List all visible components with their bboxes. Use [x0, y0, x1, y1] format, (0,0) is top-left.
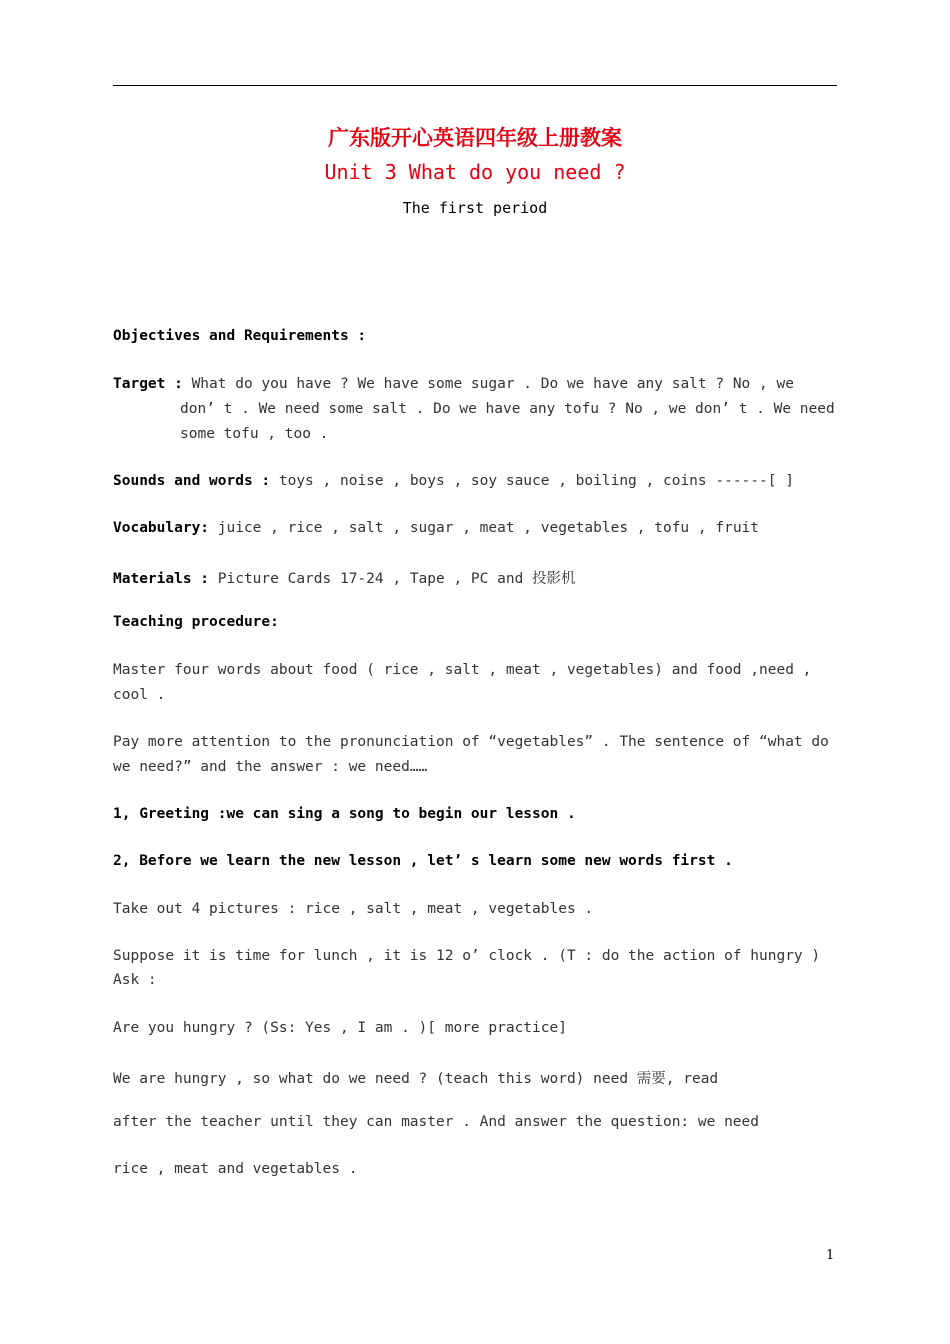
vocabulary-line	[113, 520, 759, 536]
target-line-3: some tofu , too .	[180, 426, 329, 442]
chinese-title: 广东版开心英语四年级上册教案	[328, 125, 622, 150]
page-number: 1	[826, 1248, 835, 1263]
procedure-heading: Teaching procedure:	[113, 614, 279, 630]
suppose-line-1: Suppose it is time for lunch , it is 12 o’ clock . (T : do the action of hungry )	[113, 948, 821, 964]
para2-line-2: we need?” and the answer : we need……	[113, 759, 428, 775]
materials-line	[113, 567, 576, 588]
target-line-2: don’ t . We need some salt . Do we have any tofu ? No , we don’ t . We need	[180, 401, 835, 417]
need-line: We are hungry , so what do we need ? (teach this word) need 需要, read	[113, 1071, 719, 1087]
sounds-text: toys , noise , boys , soy sauce , boiling , coins ------[ ]	[270, 473, 794, 489]
target-text-1: What do you have ? We have some sugar . Do we have any salt ? No , we	[182, 376, 794, 392]
para1-line-1: Master four words about food ( rice , salt , meat , vegetables) and food ,need ,	[113, 662, 812, 678]
step-1: 1, Greeting :we can sing a song to begin our lesson .	[113, 806, 576, 822]
hungry-question: Are you hungry ? (Ss: Yes , I am . )[ more practice]	[113, 1020, 567, 1036]
objectives-heading: Objectives and Requirements :	[113, 328, 367, 344]
header-rule	[113, 85, 837, 86]
target-label: Target :	[113, 376, 183, 392]
step-2: 2, Before we learn the new lesson , let’ s learn some new words first .	[113, 853, 733, 869]
take-out-line: Take out 4 pictures : rice , salt , meat , vegetables .	[113, 901, 594, 917]
materials-label: Materials :	[113, 571, 210, 587]
period-subtitle: The first period	[402, 199, 548, 217]
after-line: after the teacher until they can master . And answer the question: we need	[113, 1114, 760, 1130]
rice-line: rice , meat and vegetables .	[113, 1161, 358, 1177]
sounds-line	[113, 473, 794, 489]
vocabulary-label: Vocabulary:	[113, 520, 210, 536]
target-line-1	[113, 376, 794, 392]
suppose-line-2: Ask :	[113, 972, 157, 988]
para2-line-1: Pay more attention to the pronunciation of “vegetables” . The sentence of “what do	[113, 734, 829, 750]
para1-line-2: cool .	[113, 687, 166, 703]
materials-text: Picture Cards 17-24 , Tape , PC and 投影机	[209, 571, 576, 587]
sounds-label: Sounds and words :	[113, 473, 271, 489]
unit-title: Unit 3 What do you need ?	[324, 160, 626, 184]
vocabulary-text: juice , rice , salt , sugar , meat , vegetables , tofu , fruit	[209, 520, 760, 536]
